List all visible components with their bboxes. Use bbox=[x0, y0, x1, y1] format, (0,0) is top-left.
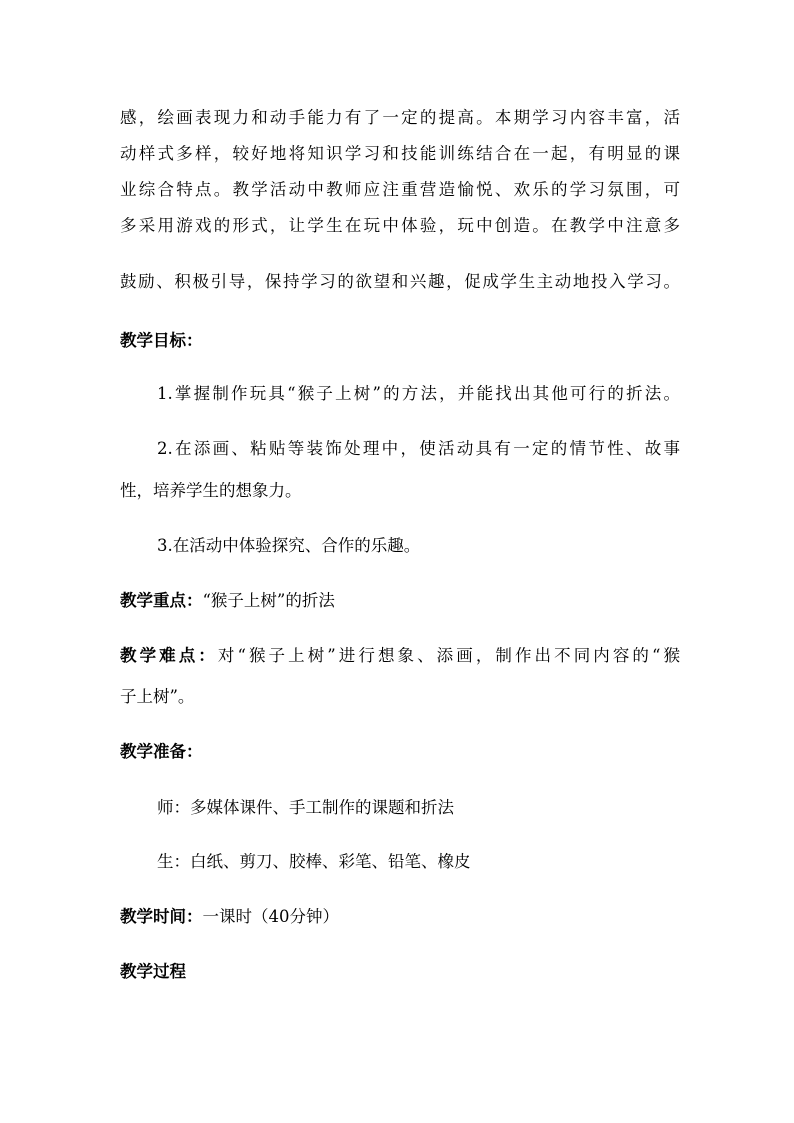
intro-line-1: 感，绘画表现力和动手能力有了一定的提高。本期学习内容丰富，活 bbox=[120, 108, 680, 127]
objective-item-3: 3.在活动中体验探究、合作的乐趣。 bbox=[157, 536, 421, 555]
intro-line-5: 鼓励、积极引导，保持学习的欲望和兴趣，促成学生主动地投入学习。 bbox=[120, 272, 680, 291]
process-heading: 教学过程 bbox=[120, 962, 186, 981]
difficulty-label: 教学难点： bbox=[120, 646, 218, 665]
objectives-heading: 教学目标： bbox=[120, 331, 203, 350]
time-value: 一课时（40分钟） bbox=[202, 907, 339, 926]
time-label: 教学时间： bbox=[120, 907, 203, 926]
preparation-heading: 教学准备： bbox=[120, 742, 203, 761]
difficulty-value-1: 对“猴子上树”进行想象、添画，制作出不同内容的“猴 bbox=[217, 646, 681, 665]
objective-item-2-line-2: 性，培养学生的想象力。 bbox=[120, 481, 302, 500]
difficulty-line-2: 子上树”。 bbox=[120, 687, 195, 706]
intro-line-3: 业综合特点。教学活动中教师应注重营造愉悦、欢乐的学习氛围，可 bbox=[120, 180, 680, 199]
preparation-student: 生：白纸、剪刀、胶棒、彩笔、铅笔、橡皮 bbox=[157, 852, 471, 871]
preparation-teacher: 师：多媒体课件、手工制作的课题和折法 bbox=[157, 798, 454, 817]
difficulty-line-1 bbox=[120, 645, 680, 667]
intro-line-2: 动样式多样，较好地将知识学习和技能训练结合在一起，有明显的课 bbox=[120, 144, 680, 163]
objective-item-2-line-1: 2.在添画、粘贴等装饰处理中，使活动具有一定的情节性、故事 bbox=[157, 439, 680, 458]
intro-line-4: 多采用游戏的形式，让学生在玩中体验，玩中创造。在教学中注意多 bbox=[120, 216, 680, 235]
key-point-label: 教学重点： bbox=[120, 591, 203, 610]
time-line bbox=[120, 906, 680, 928]
key-point-line bbox=[120, 590, 680, 612]
key-point-value: “猴子上树”的折法 bbox=[202, 591, 335, 610]
objective-item-1: 1.掌握制作玩具“猴子上树”的方法，并能找出其他可行的折法。 bbox=[157, 384, 680, 403]
